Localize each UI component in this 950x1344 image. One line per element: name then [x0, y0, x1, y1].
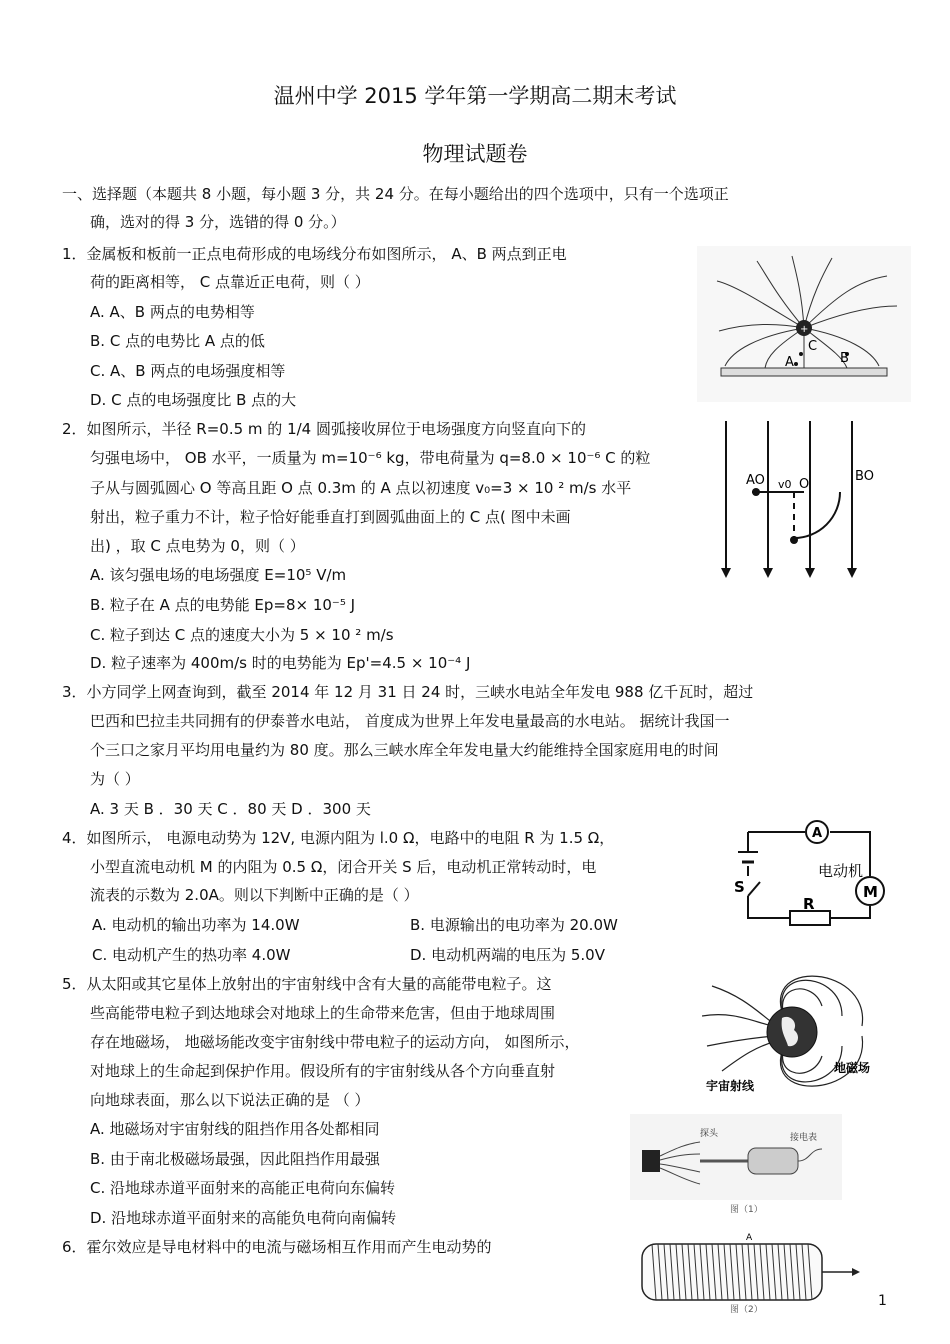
q3-line2: 巴西和巴拉圭共同拥有的伊泰普水电站， 首度成为世界上年发电量最高的水电站。 据统计我国一 — [90, 712, 730, 730]
q2-line1: 2．如图所示，半径 R=0.5 m 的 1/4 圆弧接收屏位于电场强度方向竖直向下的 — [62, 420, 586, 438]
q5-option-a: A. 地磁场对宇宙射线的阻挡作用各处都相同 — [90, 1120, 380, 1138]
q4-line3: 流表的示数为 2.0A。则以下判断中正确的是（ ） — [90, 886, 419, 904]
q4-ammeter-label: A — [812, 826, 823, 841]
q4-motor-text: 电动机 — [818, 862, 864, 880]
q6-label-a: A — [746, 1233, 753, 1243]
q1-label-c: C — [808, 339, 818, 354]
q5-line2: 些高能带电粒子到达地球会对地球上的生命带来危害，但由于地球周围 — [90, 1004, 556, 1022]
q1-label-b: B — [840, 351, 849, 366]
q4-line2: 小型直流电动机 M 的内阻为 0.5 Ω，闭合开关 S 后，电动机正常转动时，电 — [90, 858, 597, 876]
section1-line2: 确，选对的得 3 分，选错的得 0 分。） — [90, 213, 346, 231]
q1-option-d: D. C 点的电场强度比 B 点的大 — [90, 391, 297, 409]
q3-line4: 为（ ） — [90, 770, 140, 788]
section1-line1: 一、选择题（本题共 8 小题，每小题 3 分，共 24 分。在每小题给出的四个选项中，只有一个选项正 — [62, 185, 729, 203]
q6-line1: 6．霍尔效应是导电材料中的电流与磁场相互作用而产生电动势的 — [62, 1238, 492, 1256]
q2-line5: 出) ，取 C 点电势为 0，则（ ） — [90, 537, 305, 555]
q6-label-probe: 探头 — [700, 1129, 719, 1139]
q6-figure2-caption: 图（2） — [730, 1305, 763, 1314]
q2-option-a: A. 该匀强电场的电场强度 E=10⁵ V/m — [90, 566, 347, 584]
q5-option-d: D. 沿地球赤道平面射来的高能负电荷向南偏转 — [90, 1209, 397, 1227]
q4-option-d: D. 电动机两端的电压为 5.0V — [410, 946, 605, 964]
q5-line4: 对地球上的生命起到保护作用。假设所有的宇宙射线从各个方向垂直射 — [90, 1062, 556, 1080]
q5-line3: 存在地磁场， 地磁场能改变宇宙射线中带电粒子的运动方向， 如图所示， — [90, 1033, 580, 1051]
q2-label-ao: AO — [746, 473, 765, 488]
q3-line1: 3．小方同学上网查询到，截至 2014 年 12 月 31 日 24 时，三峡水电站全年发电 988 亿千瓦时，超过 — [62, 683, 754, 701]
q1-label-a: A — [785, 355, 794, 370]
q4-option-b: B. 电源输出的电功率为 20.0W — [410, 916, 618, 934]
q4-line1: 4．如图所示， 电源电动势为 12V, 电源内阻为 l.0 Ω，电路中的电阻 R 为 1.5 Ω， — [62, 829, 615, 847]
q6-solenoid-figure — [632, 1230, 862, 1314]
q5-magnetosphere-figure — [702, 966, 882, 1094]
q1-option-c: C. A、B 两点的电场强度相等 — [90, 362, 286, 380]
q3-line3: 个三口之家月平均用电量约为 80 度。那么三峡水库全年发电量大约能维持全国家庭用电的时间 — [90, 741, 719, 759]
q1-option-b: B. C 点的电势比 A 点的低 — [90, 332, 265, 350]
svg-text:+: + — [800, 324, 809, 335]
q1-field-figure — [697, 246, 911, 402]
q4-switch-label: S — [734, 878, 745, 896]
q4-circuit-figure — [730, 818, 890, 930]
q2-label-bo: BO — [855, 469, 874, 484]
q3-options: A. 3 天 B ．30 天 C ．80 天 D ．300 天 — [90, 800, 371, 818]
q2-label-o: O — [799, 477, 810, 492]
q2-line2: 匀强电场中， OB 水平，一质量为 m=10⁻⁶ kg，带电荷量为 q=8.0 × 10⁻⁶ C 的粒 — [90, 449, 651, 467]
paper-subtitle: 物理试题卷 — [422, 142, 528, 166]
q1-option-a: A. A、B 两点的电势相等 — [90, 303, 255, 321]
q2-line4: 射出，粒子重力不计，粒子恰好能垂直打到圆弧曲面上的 C 点( 图中未画 — [90, 508, 571, 526]
q1-line1: 1．金属板和板前一正点电荷形成的电场线分布如图所示， A、B 两点到正电 — [62, 245, 567, 263]
q2-line3: 子从与圆弧圆心 O 等高且距 O 点 0.3m 的 A 点以初速度 v₀=3 × 10 ² m/s 水平 — [90, 479, 632, 497]
q1-line2: 荷的距离相等， C 点靠近正电荷，则（ ） — [90, 273, 370, 291]
q6-probe-figure — [630, 1114, 842, 1216]
q5-line1: 5．从太阳或其它星体上放射出的宇宙射线中含有大量的高能带电粒子。这 — [62, 975, 552, 993]
q6-label-meter: 接电表 — [790, 1133, 818, 1143]
page-number: 1 — [878, 1293, 887, 1309]
q2-field-figure — [712, 416, 890, 584]
q5-label-magnetic-field: 地磁场 — [834, 1061, 871, 1075]
q2-option-c: C. 粒子到达 C 点的速度大小为 5 × 10 ² m/s — [90, 626, 394, 644]
exam-title: 温州中学 2015 学年第一学期高二期末考试 — [273, 84, 677, 108]
q6-figure1-caption: 图（1） — [730, 1205, 763, 1215]
q2-option-d: D. 粒子速率为 400m/s 时的电势能为 Ep'=4.5 × 10⁻⁴ J — [90, 654, 471, 672]
q5-option-b: B. 由于南北极磁场最强，因此阻挡作用最强 — [90, 1150, 380, 1168]
q5-line5: 向地球表面，那么以下说法正确的是 （ ） — [90, 1091, 370, 1109]
q4-option-a: A. 电动机的输出功率为 14.0W — [92, 916, 300, 934]
q4-motor-label: M — [863, 883, 878, 901]
q4-option-c: C. 电动机产生的热功率 4.0W — [92, 946, 291, 964]
q2-option-b: B. 粒子在 A 点的电势能 Ep=8× 10⁻⁵ J — [90, 596, 356, 614]
q4-resistor-label: R — [803, 895, 815, 913]
q5-label-cosmic-rays: 宇宙射线 — [706, 1079, 755, 1093]
q5-option-c: C. 沿地球赤道平面射来的高能正电荷向东偏转 — [90, 1179, 396, 1197]
q2-label-v0: v0 — [778, 478, 792, 491]
